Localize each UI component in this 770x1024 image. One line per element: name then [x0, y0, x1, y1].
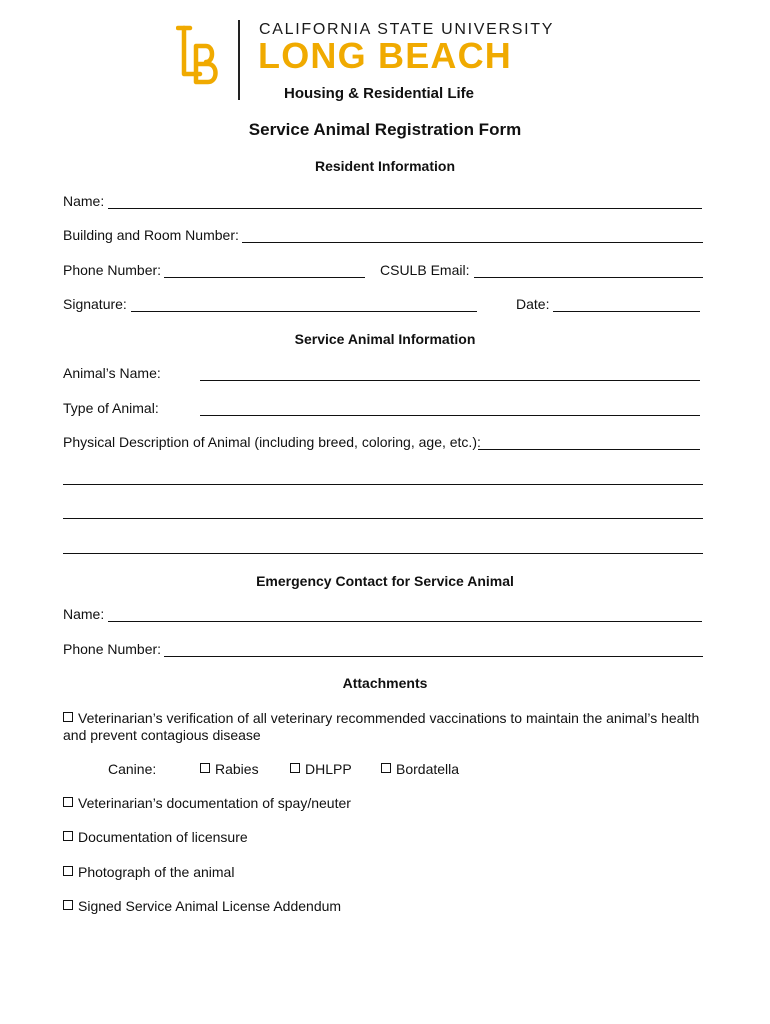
- department-name: Housing & Residential Life: [284, 85, 475, 102]
- photograph-checkbox[interactable]: [63, 866, 73, 876]
- logo-divider: [238, 20, 240, 100]
- physical-description-field[interactable]: [478, 434, 700, 450]
- dhlpp-checkbox[interactable]: [290, 763, 300, 773]
- resident-name-label: Name:: [63, 193, 105, 209]
- rabies-checkbox[interactable]: [200, 763, 210, 773]
- physical-description-label: Physical Description of Animal (including breed, coloring, age, etc.):: [63, 434, 481, 450]
- resident-info-heading: Resident Information: [314, 158, 455, 174]
- spay-neuter-item: [63, 795, 351, 811]
- date-field[interactable]: [553, 296, 700, 312]
- resident-phone-field[interactable]: [164, 262, 365, 278]
- description-line-2[interactable]: [63, 469, 703, 485]
- resident-phone-label: Phone Number:: [63, 262, 162, 278]
- emergency-contact-heading: Emergency Contact for Service Animal: [256, 573, 514, 589]
- description-line-4[interactable]: [63, 538, 703, 554]
- animal-info-heading: Service Animal Information: [294, 331, 476, 347]
- licensure-text: Documentation of licensure: [78, 829, 248, 845]
- university-line: CALIFORNIA STATE UNIVERSITY: [259, 21, 555, 38]
- description-line-3[interactable]: [63, 503, 703, 519]
- vaccination-text-line2: and prevent contagious disease: [63, 727, 261, 743]
- dhlpp-option: [290, 761, 352, 777]
- photograph-item: [63, 864, 234, 880]
- rabies-label: Rabies: [215, 761, 259, 777]
- emergency-name-label: Name:: [63, 606, 105, 622]
- animal-type-label: Type of Animal:: [63, 400, 159, 416]
- vaccination-text-line1: Veterinarian’s verification of all veterinary recommended vaccinations to maintain the animal’s health: [78, 710, 700, 726]
- rabies-option: [200, 761, 259, 777]
- bordatella-checkbox[interactable]: [381, 763, 391, 773]
- licensure-item: [63, 829, 248, 845]
- animal-name-label: Animal’s Name:: [63, 365, 161, 381]
- photograph-text: Photograph of the animal: [78, 864, 235, 880]
- signature-field[interactable]: [131, 296, 477, 312]
- csulb-email-field[interactable]: [474, 262, 703, 278]
- vaccination-item: [63, 710, 699, 726]
- date-label: Date:: [516, 296, 550, 312]
- form-title: Service Animal Registration Form: [248, 120, 522, 139]
- csulb-email-label: CSULB Email:: [380, 262, 470, 278]
- emergency-phone-label: Phone Number:: [63, 641, 162, 657]
- building-room-label: Building and Room Number:: [63, 227, 239, 243]
- vaccination-checkbox[interactable]: [63, 712, 73, 722]
- spay-neuter-text: Veterinarian’s documentation of spay/neuter: [78, 795, 351, 811]
- signature-label: Signature:: [63, 296, 127, 312]
- addendum-item: [63, 898, 341, 914]
- bordatella-option: [381, 761, 459, 777]
- licensure-checkbox[interactable]: [63, 831, 73, 841]
- university-name: LONG BEACH: [258, 35, 512, 76]
- animal-name-field[interactable]: [200, 365, 700, 381]
- emergency-phone-field[interactable]: [164, 641, 703, 657]
- addendum-text: Signed Service Animal License Addendum: [78, 898, 342, 914]
- dhlpp-label: DHLPP: [305, 761, 352, 777]
- spay-neuter-checkbox[interactable]: [63, 797, 73, 807]
- attachments-heading: Attachments: [342, 675, 428, 691]
- resident-name-field[interactable]: [108, 193, 702, 209]
- building-room-field[interactable]: [242, 227, 703, 243]
- emergency-name-field[interactable]: [108, 606, 702, 622]
- bordatella-label: Bordatella: [396, 761, 460, 777]
- animal-type-field[interactable]: [200, 400, 700, 416]
- lb-monogram-icon: [176, 24, 222, 86]
- addendum-checkbox[interactable]: [63, 900, 73, 910]
- canine-label: Canine:: [108, 761, 157, 777]
